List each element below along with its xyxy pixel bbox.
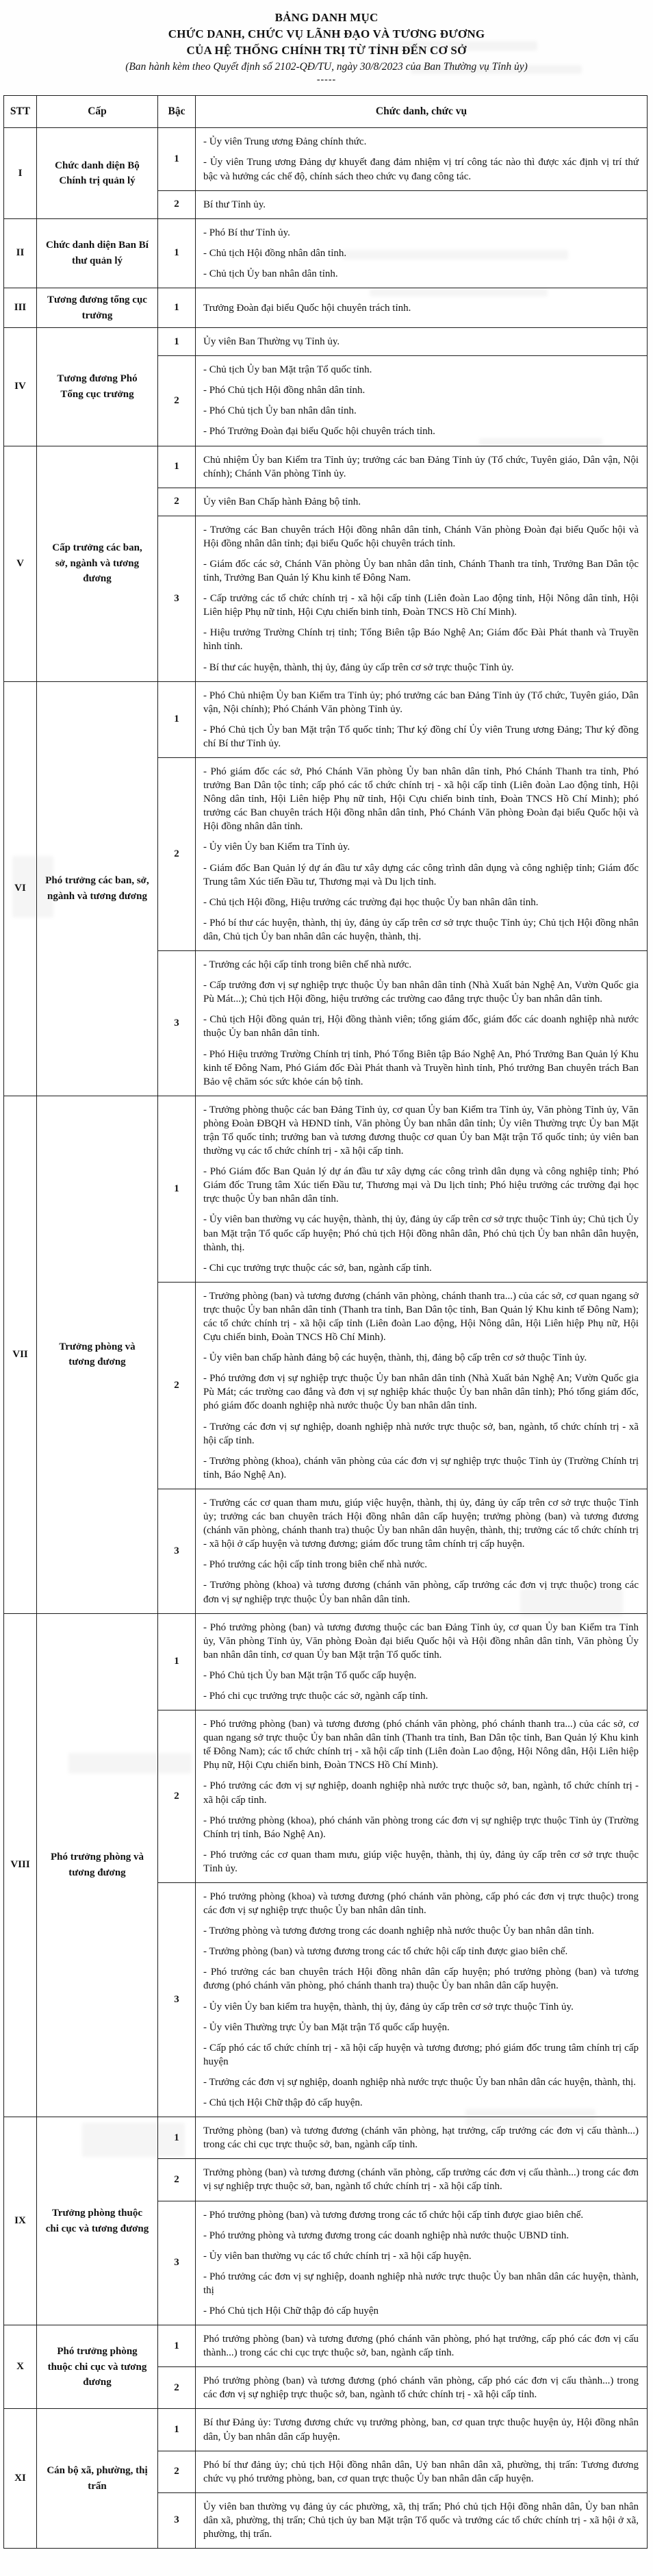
document-title-line-1: BẢNG DANH MỤC [274, 11, 379, 24]
bac-cell: 2 [158, 2367, 196, 2409]
bac-cell: 1 [158, 128, 196, 190]
position-item: - Phó trưởng phòng (ban) và tương đương thuộc các ban Đảng Tỉnh ủy, cơ quan Ủy ban Kiểm tra Tỉnh ủy, Văn phòng Tỉnh ủy, Văn phòng Đoàn đại biểu Quốc hội và Hội đồng nhân dân tỉnh, Văn phòng Ủy ban nhân dân tỉnh, cơ quan Ủy ban Mặt trận Tổ quốc tỉnh. [203, 1621, 639, 1660]
items-cell [196, 2201, 648, 2325]
items-cell [196, 128, 648, 190]
stt-cell: X [4, 2325, 37, 2409]
document-title-line-2: CHỨC DANH, CHỨC VỤ LÃNH ĐẠO VÀ TƯƠNG ĐƯƠNG [168, 27, 485, 40]
position-item: - Phó Trưởng Đoàn đại biểu Quốc hội chuyên trách tỉnh. [203, 426, 435, 438]
position-item: - Trưởng các cơ quan tham mưu, giúp việc huyện, thành, thị ủy, đảng ủy cấp trên cơ sở trực thuộc Tỉnh ủy; trưởng các ban chuyên trách Hội đồng nhân dân cấp huyện; trưởng phòng (ban) và tương đương (chánh văn phòng, chánh thanh tra) thuộc Ủy ban nhân dân huyện, thành, thị; trưởng các tổ chức chính trị - xã hội ở cấp huyện và tương đương; giám đốc trung tâm chính trị cấp huyện. [203, 1497, 639, 1550]
position-item: - Giám đốc các sở, Chánh Văn phòng Ủy ban nhân dân tỉnh, Chánh Thanh tra tỉnh, Trưởng Ban Dân tộc tỉnh, Trưởng Ban Quản lý Khu kinh tế Đông Nam. [203, 558, 639, 584]
position-item: - Phó Hiệu trưởng Trường Chính trị tỉnh, Phó Tổng Biên tập Báo Nghệ An, Phó Trưởng Ban Quản lý Khu kinh tế Đông Nam, Phó Giám đốc Đài Phát thanh và Truyền hình tỉnh, Phó trưởng Ban chuyên trách Ban Bảo vệ chăm sóc sức khỏe cán bộ tỉnh. [203, 1048, 639, 1087]
bac-cell: 1 [158, 328, 196, 356]
table-row [4, 1096, 648, 1282]
position-item: - Ủy viên Trung ương Đảng dự khuyết đang đảm nhiệm vị trí công tác nào thì được xác định vị trí thứ bậc và hưởng các chế độ, chính sách theo chức vụ đang công tác. [203, 157, 639, 182]
position-item: - Trưởng phòng và tương đương trong các doanh nghiệp nhà nước thuộc Ủy ban nhân dân tỉnh. [203, 1925, 594, 1937]
items-cell [196, 1710, 648, 1883]
position-item: - Ủy viên ban thường vụ các huyện, thành, thị ủy, đảng ủy cấp trên cơ sở trực thuộc Tỉnh ủy; Chủ tịch Ủy ban Mặt trận Tổ quốc cấp huyện; Phó chủ tịch Hội đồng nhân dân, Phó chủ tịch Ủy ban nhân dân huyện, thành, thị. [203, 1214, 639, 1253]
position-item: - Trưởng phòng (ban) và tương đương trong các tổ chức hội cấp tỉnh được giao biên chế. [203, 1946, 568, 1958]
position-item: Ủy viên Ban Thường vụ Tỉnh ủy. [203, 336, 340, 348]
bac-cell: 3 [158, 2201, 196, 2325]
items-cell [196, 288, 648, 328]
position-item: - Trưởng các Ban chuyên trách Hội đồng nhân dân tỉnh, Chánh Văn phòng Đoàn đại biểu Quốc hội và Hội đồng nhân dân tỉnh; đại biểu Quốc hội chuyên trách tỉnh. [203, 524, 639, 549]
position-item: Phó bí thư đảng ủy; chủ tịch Hội đồng nhân dân, Uỷ ban nhân dân xã, phường, thị trấn: Tương đương chức vụ phó trưởng phòng, ban, cơ quan trực thuộc Ủy ban nhân dân cấp huyện. [203, 2459, 639, 2484]
catalog-table-body [4, 128, 648, 2549]
cap-cell: Trưởng phòng và tương đương [37, 1096, 158, 1613]
table-header-row [4, 96, 648, 128]
bac-cell: 2 [158, 758, 196, 951]
items-cell [196, 218, 648, 288]
position-item: - Cấp trưởng các tổ chức chính trị - xã hội cấp tỉnh (Liên đoàn Lao động tỉnh, Hội Nông dân tỉnh, Hội Liên hiệp Phụ nữ tỉnh, Hội Cựu chiến binh tỉnh, Đoàn TNCS Hồ Chí Minh). [203, 593, 639, 618]
position-item: - Chủ tịch Hội đồng quản trị, Hội đồng thành viên; tổng giám đốc, giám đốc các doanh nghiệp nhà nước thuộc Ủy ban nhân dân tỉnh. [203, 1014, 639, 1039]
table-row [4, 2325, 648, 2367]
cap-cell: Phó trưởng các ban, sở, ngành và tương đương [37, 681, 158, 1096]
document-issuance-note: (Ban hành kèm theo Quyết định số 2102-QĐ/TU, ngày 30/8/2023 của Ban Thường vụ Tỉnh ủy) [125, 61, 528, 73]
position-item: - Hiệu trưởng Trường Chính trị tỉnh; Tổng Biên tập Báo Nghệ An; Giám đốc Đài Phát thanh và Truyền hình tỉnh. [203, 627, 639, 653]
position-item: - Phó trưởng đơn vị sự nghiệp trực thuộc Ủy ban nhân dân tỉnh (Nhà Xuất bản Nghệ An; Vườn Quốc gia Pù Mát; các trường cao đẳng và đơn vị sự nghiệp khác thuộc Ủy ban nhân dân tỉnh); Phó tổng giám đốc, phó giám đốc doanh nghiệp nhà nước thuộc Ủy ban nhân dân tỉnh. [203, 1373, 639, 1412]
bac-cell: 2 [158, 488, 196, 516]
cap-cell: Tương đương tổng cục trưởng [37, 288, 158, 328]
position-item: - Phó trưởng phòng (khoa) và tương đương (phó chánh văn phòng, cấp phó các đơn vị trực thuộc) trong các đơn vị sự nghiệp trực thuộc Ủy ban nhân dân tỉnh. [203, 1891, 639, 1917]
position-item: - Giám đốc Ban Quản lý dự án đầu tư xây dựng các công trình dân dụng và công nghiệp tỉnh; Giám đốc Trung tâm Xúc tiến Đầu tư, Thương mại và Du lịch tỉnh. [203, 862, 639, 887]
position-item: Trưởng Đoàn đại biểu Quốc hội chuyên trách tỉnh. [203, 302, 411, 314]
items-cell [196, 488, 648, 516]
position-item: - Trưởng các hội cấp tỉnh trong biên chế nhà nước. [203, 959, 412, 971]
items-cell [196, 2325, 648, 2367]
position-item: - Ủy viên Trung ương Đảng chính thức. [203, 136, 367, 148]
position-item: Chủ nhiệm Ủy ban Kiểm tra Tỉnh ủy; trưởng các ban Đảng Tỉnh ủy (Tổ chức, Tuyên giáo, Dân vận, Nội chính); Chánh Văn phòng Tỉnh ủy. [203, 454, 639, 479]
column-header-cap: Cấp [37, 96, 158, 128]
table-row [4, 681, 648, 757]
stt-cell: II [4, 218, 37, 288]
cap-cell: Phó trưởng phòng thuộc chi cục và tương đương [37, 2325, 158, 2409]
position-item: - Ủy viên Thường trực Ủy ban Mặt trận Tổ quốc cấp huyện. [203, 2021, 450, 2033]
cap-cell: Chức danh diện Bộ Chính trị quản lý [37, 128, 158, 218]
table-row [4, 288, 648, 328]
items-cell [196, 951, 648, 1096]
items-cell [196, 1883, 648, 2117]
position-item: - Phó bí thư các huyện, thành, thị ủy, đảng ủy cấp trên cơ sở trực thuộc Tỉnh ủy; Chủ tịch Hội đồng nhân dân, Chủ tịch Ủy ban nhân dân các huyện, thành, thị. [203, 917, 639, 942]
bac-cell: 3 [158, 1883, 196, 2117]
stt-cell: I [4, 128, 37, 218]
position-item: - Phó Giám đốc Ban Quản lý dự án đầu tư xây dựng các công trình dân dụng và công nghiệp tỉnh; Phó Giám đốc Trung tâm Xúc tiến Đầu tư, Thương mại và Du lịch tỉnh; Phó hiệu trưởng các trường đại học trực thuộc Ủy ban nhân dân tỉnh. [203, 1166, 639, 1205]
bac-cell: 3 [158, 951, 196, 1096]
items-cell [196, 2451, 648, 2492]
table-row [4, 1613, 648, 1710]
position-item: - Phó trưởng các đơn vị sự nghiệp, doanh nghiệp nhà nước trực thuộc Ủy ban nhân dân các huyện, thành, thị [203, 2271, 639, 2296]
position-item: - Phó giám đốc các sở, Phó Chánh Văn phòng Ủy ban nhân dân tỉnh, Phó Chánh Thanh tra tỉnh, Phó trưởng Ban Dân tộc tỉnh; cấp phó các tổ chức chính trị - xã hội cấp tỉnh (Liên đoàn Lao động tỉnh, Hội Nông dân tỉnh, Hội Liên hiệp Phụ nữ tỉnh, Hội Cựu chiến binh tỉnh, Đoàn TNCS Hồ Chí Minh); phó trưởng các Ban chuyên trách Hội đồng nhân dân tỉnh, Phó Chánh Văn phòng Đoàn đại biểu Quốc hội và Hội đồng nhân dân tỉnh. [203, 766, 639, 833]
items-cell [196, 446, 648, 488]
position-item: - Trưởng phòng (khoa), chánh văn phòng của các đơn vị sự nghiệp trực thuộc Tỉnh ủy (Trường Chính trị tỉnh, Báo Nghệ An). [203, 1455, 639, 1480]
position-item: - Phó Chủ tịch Ủy ban Mặt trận Tổ quốc cấp huyện. [203, 1669, 417, 1681]
stt-cell: IV [4, 328, 37, 446]
position-item: - Trưởng các đơn vị sự nghiệp, doanh nghiệp nhà nước trực thuộc Ủy ban nhân dân các huyện, thành, thị. [203, 2076, 637, 2088]
column-header-stt: STT [4, 96, 37, 128]
bac-cell: 1 [158, 2117, 196, 2159]
bac-cell: 1 [158, 2325, 196, 2367]
position-item: - Phó trưởng phòng (ban) và tương đương (phó chánh văn phòng, phó chánh thanh tra...) của các sở, cơ quan ngang sở trực thuộc Ủy ban nhân dân tỉnh (Thanh tra tỉnh, Ban Dân tộc tỉnh, Ban Quản lý Khu kinh tế Đông Nam); các tổ chức chính trị - xã hội cấp tỉnh (Liên đoàn Lao động, Hội Nông dân, Hội Liên hiệp Phụ nữ, Hội Cựu chiến binh, Đoàn TNCS Hồ Chí Minh). [203, 1719, 639, 1771]
cap-cell: Trưởng phòng thuộc chi cục và tương đương [37, 2117, 158, 2325]
bac-cell: 2 [158, 356, 196, 446]
bac-cell: 3 [158, 2492, 196, 2548]
items-cell [196, 2409, 648, 2451]
position-item: Trưởng phòng (ban) và tương đương (chánh văn phòng, cấp trưởng các đơn vị cấu thành...) trong các đơn vị sự nghiệp trực thuộc sở, ban, ngành tổ chức chính trị - xã hội cấp tỉnh. [203, 2167, 639, 2193]
items-cell [196, 1096, 648, 1282]
items-cell [196, 356, 648, 446]
bac-cell: 1 [158, 1613, 196, 1710]
table-row [4, 2409, 648, 2451]
stt-cell: VII [4, 1096, 37, 1613]
position-item: - Chi cục trưởng trực thuộc các sở, ban, ngành cấp tỉnh. [203, 1262, 432, 1274]
column-header-chuc-danh: Chức danh, chức vụ [196, 96, 648, 128]
position-item: - Ủy viên Ủy ban kiểm tra huyện, thành, thị ủy, đảng ủy cấp trên cơ sở trực thuộc Tỉnh ủy. [203, 2001, 574, 2012]
items-cell [196, 2492, 648, 2548]
position-item: - Phó Chủ nhiệm Ủy ban Kiểm tra Tỉnh ủy; phó trưởng các ban Đảng Tỉnh ủy (Tổ chức, Tuyên giáo, Dân vận, Nội chính); Phó Chánh Văn phòng Tỉnh ủy. [203, 690, 639, 715]
position-item: - Chủ tịch Hội đồng, Hiệu trưởng các trường đại học thuộc Ủy ban nhân dân tỉnh. [203, 896, 539, 908]
bac-cell: 1 [158, 1096, 196, 1282]
position-item: - Cấp trưởng đơn vị sự nghiệp trực thuộc Ủy ban nhân dân tỉnh (Nhà Xuất bản Nghệ An, Vườn Quốc gia Pù Mát...); Chủ tịch Hội đồng, hiệu trưởng các trường cao đẳng trực thuộc Ủy ban nhân dân tỉnh. [203, 980, 639, 1005]
position-item: Ủy viên Ban Chấp hành Đảng bộ tỉnh. [203, 496, 361, 507]
cap-cell: Chức danh diện Ban Bí thư quản lý [37, 218, 158, 288]
position-item: Trưởng phòng (ban) và tương đương (chánh văn phòng, hạt trưởng, cấp trưởng các đơn vị cấu thành...) trong các chi cục trực thuộc sở, ban, ngành cấp tỉnh. [203, 2125, 639, 2151]
position-item: - Phó trưởng các cơ quan tham mưu, giúp việc huyện, thành, thị ủy, đảng ủy cấp trên cơ sở trực thuộc Tỉnh ủy. [203, 1849, 639, 1874]
items-cell [196, 1613, 648, 1710]
stt-cell: V [4, 446, 37, 681]
position-item: - Bí thư các huyện, thành, thị ủy, đảng ủy cấp trên cơ sở trực thuộc Tỉnh ủy. [203, 661, 514, 673]
table-row [4, 218, 648, 288]
position-item: - Phó Chủ tịch Hội Chữ thập đỏ cấp huyện [203, 2305, 379, 2316]
cap-cell: Cán bộ xã, phường, thị trấn [37, 2409, 158, 2549]
bac-cell: 1 [158, 446, 196, 488]
bac-cell: 1 [158, 681, 196, 757]
bac-cell: 2 [158, 2451, 196, 2492]
table-row [4, 446, 648, 488]
position-item: Phó trưởng phòng (ban) và tương đương (phó chánh văn phòng, cấp phó các đơn vị cấu thành...) trong các đơn vị sự nghiệp trực thuộc sở, ban, ngành tổ chức chính trị - xã hội cấp tỉnh. [203, 2375, 639, 2401]
stt-cell: III [4, 288, 37, 328]
position-item: - Chủ tịch Ủy ban nhân dân tỉnh. [203, 268, 338, 279]
position-item: Bí thư Tỉnh ủy. [203, 199, 266, 210]
items-cell [196, 190, 648, 218]
table-row [4, 328, 648, 356]
position-item: - Phó Chủ tịch Hội đồng nhân dân tỉnh. [203, 385, 366, 396]
bac-cell: 2 [158, 190, 196, 218]
position-item: Bí thư Đảng ủy: Tương đương chức vụ trưởng phòng, ban, cơ quan trực thuộc huyện ủy, Hội đồng nhân dân, Ủy ban nhân dân cấp huyện. [203, 2417, 639, 2442]
table-row [4, 128, 648, 190]
items-cell [196, 1489, 648, 1613]
position-item: - Trưởng phòng (ban) và tương đương (chánh văn phòng, chánh thanh tra...) của các sở, cơ quan ngang sở trực thuộc Ủy ban nhân dân tỉnh (Thanh tra tỉnh, Ban Dân tộc tỉnh, Ban Quản lý Khu kinh tế Đông Nam); các tổ chức chính trị - xã hội cấp tỉnh (Liên đoàn Lao động, Hội Nông dân, Hội Liên hiệp Phụ nữ, Hội Cựu chiến binh, Đoàn TNCS Hồ Chí Minh). [203, 1290, 639, 1343]
items-cell [196, 2117, 648, 2159]
bac-cell: 3 [158, 516, 196, 681]
items-cell [196, 1282, 648, 1489]
title-separator: ----- [316, 75, 337, 86]
position-item: - Phó trưởng các ban chuyên trách Hội đồng nhân dân cấp huyện; phó trưởng phòng (ban) và tương đương (phó chánh văn phòng, phó chánh thanh tra) thuộc Ủy ban nhân dân cấp huyện. [203, 1967, 639, 1992]
position-item: - Chủ tịch Ủy ban Mặt trận Tổ quốc tỉnh. [203, 364, 372, 376]
position-item: - Trưởng các đơn vị sự nghiệp, doanh nghiệp nhà nước trực thuộc sở, ban, ngành, tổ chức chính trị - xã hội cấp tỉnh. [203, 1421, 639, 1446]
bac-cell: 1 [158, 2409, 196, 2451]
document-title-block [0, 10, 653, 86]
items-cell [196, 758, 648, 951]
position-item: - Phó trưởng các đơn vị sự nghiệp, doanh nghiệp nhà nước trực thuộc sở, ban, ngành, tổ chức chính trị - xã hội cấp tỉnh. [203, 1780, 639, 1806]
document-title-line-3: CỦA HỆ THỐNG CHÍNH TRỊ TỪ TỈNH ĐẾN CƠ SỞ [186, 43, 467, 57]
items-cell [196, 2159, 648, 2201]
cap-cell: Cấp trưởng các ban, sở, ngành và tương đương [37, 446, 158, 681]
stt-cell: IX [4, 2117, 37, 2325]
bac-cell: 1 [158, 218, 196, 288]
bac-cell: 2 [158, 1282, 196, 1489]
bac-cell: 2 [158, 2159, 196, 2201]
position-item: - Phó trưởng phòng (khoa), phó chánh văn phòng trong các đơn vị sự nghiệp trực thuộc Tỉnh ủy (Trường Chính trị tỉnh, Báo Nghệ An). [203, 1815, 639, 1840]
stt-cell: XI [4, 2409, 37, 2549]
position-item: - Ủy viên ban thường vụ các tổ chức chính trị - xã hội cấp huyện. [203, 2250, 472, 2262]
bac-cell: 1 [158, 288, 196, 328]
position-item: - Phó trưởng phòng (ban) và tương đương trong các tổ chức hội cấp tỉnh được giao biên chế. [203, 2209, 584, 2221]
column-header-bac: Bậc [158, 96, 196, 128]
bac-cell: 3 [158, 1489, 196, 1613]
items-cell [196, 328, 648, 356]
items-cell [196, 2367, 648, 2409]
position-item: - Trưởng phòng thuộc các ban Đảng Tỉnh ủy, cơ quan Ủy ban Kiểm tra Tỉnh ủy, Văn phòng Tỉnh ủy, Văn phòng Đoàn ĐBQH và HĐND tỉnh, Văn phòng Ủy ban nhân dân tỉnh; Ủy viên Thường trực Ủy ban Mặt trận Tổ quốc tỉnh; trưởng ban và tương đương thuộc cơ quan Ủy ban Mặt trận Tổ quốc tỉnh; ủy viên ban thường vụ các tổ chức chính trị - xã hội cấp tỉnh. [203, 1104, 639, 1157]
position-catalog-table [3, 95, 648, 2549]
items-cell [196, 681, 648, 757]
position-item: - Trưởng phòng (khoa) và tương đương (chánh văn phòng, cấp trưởng các đơn vị trực thuộc) trong các đơn vị sự nghiệp trực thuộc Ủy ban nhân dân tỉnh. [203, 1580, 639, 1605]
cap-cell: Phó trưởng phòng và tương đương [37, 1613, 158, 2117]
cap-cell: Tương đương Phó Tổng cục trưởng [37, 328, 158, 446]
position-item: Ủy viên ban thường vụ đảng ủy các phường, xã, thị trấn; Phó chủ tịch Hội đồng nhân dân, Ủy ban nhân dân xã, phường, thị trấn; Chủ tịch ủy ban Mặt trận Tổ quốc và trưởng các tổ chức chính trị - xã hội ở xã, phường, thị trấn. [203, 2501, 639, 2540]
items-cell [196, 516, 648, 681]
stt-cell: VI [4, 681, 37, 1096]
position-item: Phó trưởng phòng (ban) và tương đương (phó chánh văn phòng, phó hạt trưởng, cấp phó các đơn vị cấu thành...) trong các chi cục trực thuộc sở, ban, ngành cấp tỉnh. [203, 2334, 639, 2359]
position-item: - Ủy viên ban chấp hành đảng bộ các huyện, thành, thị, đảng bộ cấp trên cơ sở thuộc Tỉnh ủy. [203, 1352, 587, 1364]
stt-cell: VIII [4, 1613, 37, 2117]
position-item: - Phó Chủ tịch Ủy ban nhân dân tỉnh. [203, 405, 357, 417]
position-item: - Phó trưởng các hội cấp tỉnh trong biên chế nhà nước. [203, 1559, 428, 1571]
position-item: - Chủ tịch Hội đồng nhân dân tỉnh. [203, 247, 347, 259]
position-item: - Cấp phó các tổ chức chính trị - xã hội cấp huyện và tương đương; phó giám đốc trung tâm chính trị cấp huyện [203, 2042, 639, 2067]
position-item: - Chủ tịch Hội Chữ thập đỏ cấp huyện. [203, 2097, 363, 2109]
position-item: - Phó Bí thư Tỉnh ủy. [203, 227, 290, 238]
position-item: - Phó chi cục trưởng trực thuộc các sở, ngành cấp tỉnh. [203, 1690, 428, 1702]
bac-cell: 2 [158, 1710, 196, 1883]
table-row [4, 2117, 648, 2159]
position-item: - Ủy viên Ủy ban Kiểm tra Tỉnh ủy. [203, 842, 350, 853]
position-item: - Phó trưởng phòng và tương đương trong các doanh nghiệp nhà nước thuộc UBND tỉnh. [203, 2230, 569, 2241]
position-item: - Phó Chủ tịch Ủy ban Mặt trận Tổ quốc tỉnh; Thư ký đồng chí Ủy viên Trung ương Đảng; Thư ký đồng chí Bí thư Tỉnh ủy. [203, 724, 639, 749]
